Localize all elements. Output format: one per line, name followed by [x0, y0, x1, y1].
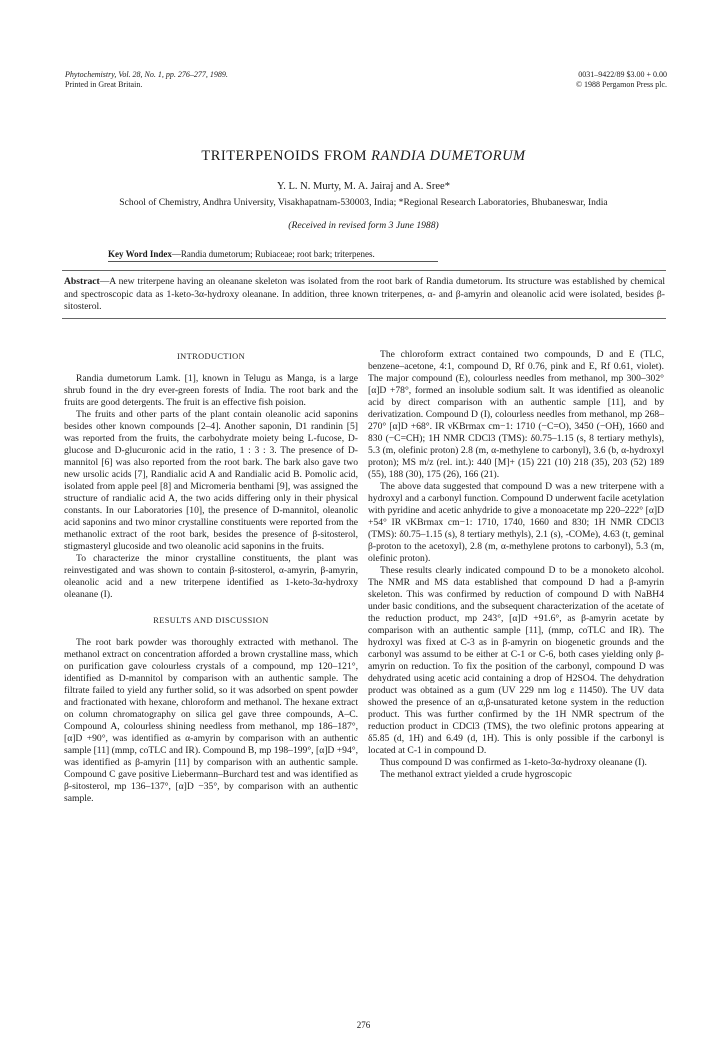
title-prefix: TRITERPENOIDS FROM [201, 148, 372, 164]
abstract-text: —A new triterpene having an oleanane skeleton was isolated from the root bark of Randia dumetorum. Its structure was established by chemical and spectroscopic data as 1-keto-3α-hydroxy oleanane. In addition, three known triterpenes, α- and β-amyrin and oleanolic acid were isolated, besides β-sitosterol. [64, 276, 665, 312]
section-heading-results: RESULTS AND DISCUSSION [153, 616, 269, 625]
right-column [368, 349, 664, 781]
keyword-label: Key Word Index [108, 249, 172, 259]
author-list: Y. L. N. Murty, M. A. Jairaj and A. Sree* [277, 181, 450, 192]
title-species: RANDIA DUMETORUM [371, 148, 526, 164]
printed-in: Printed in Great Britain. [65, 80, 143, 89]
abstract-bottom-rule [62, 318, 666, 319]
issn-price: 0031–9422/89 $3.00 + 0.00 [578, 70, 667, 79]
results-paragraph-1: The root bark powder was thoroughly extracted with methanol. The methanol extract on concentration afforded a brown crystalline mass, which on purification gave colourless crystals of a compound, mp 120–121°, identified as D-mannitol by comparison with an authentic sample. The filtrate failed to yield any further solid, so it was adsorbed on spent powder and fractionated with hexane, chloroform and methanol. The hexane extract on column chromatography on silica gel gave three compounds, A–C. Compound A, colourless shining needless from methanol, mp 186–187°, [α]D +90°, was identified as α-amyrin by comparison with an authentic sample [11] (mmp, coTLC and IR). Compound B, mp 198–199°, [α]D +94°, was identified as β-amyrin [11] by comparison with an authentic sample. Compound C gave positive Liebermann–Burchard test and was identified as β-sitosterol, mp 136–137°, [α]D −35°, by comparison with an authentic sample. [64, 637, 358, 804]
abstract [64, 276, 665, 314]
left-column [64, 349, 358, 805]
intro-paragraph-2: The fruits and other parts of the plant contain oleanolic acid saponins besides other known compounds [2–4]. Another saponin, D1 randinin [5] was reported from the fruits, the carbohydrate moiety being L-fucose, D-glucose and D-glucuronic acid in the ratio, 1 : 3 : 3. The presence of D-mannitol [6] was also reported from the root bark. The bark also gave two new ursolic acids [7], Randialic acid A and Randialic acid B. Pomolic acid, isolated from apple peel [8] and Micromeria benthami [9], was assigned the structure of randialic acid A, the two acids differing only in their physical constants. In our Laboratories [10], the presence of D-mannitol, oleanolic acid saponins and two minor crystalline constituents were reported from the methanolic extract of the root bark, besides the presence of β-sitosterol, stigmasteryl glucoside and two oleanolic acid saponins in the fruits. [64, 409, 358, 552]
abstract-label: Abstract [64, 276, 100, 287]
keyword-text: —Randia dumetorum; Rubiaceae; root bark; triterpenes. [171, 249, 375, 259]
right-paragraph-1: The chloroform extract contained two compounds, D and E (TLC, benzene–acetone, 4:1, compound D, Rf 0.76, pink and E, Rf 0.61, violet). The major compound (E), colourless needles from methanol, mp 300–302° [α]D +78°, formed an insoluble sodium salt. It was identified as oleanolic acid by direct comparison with an authentic sample [11], and by derivatization. Compound D (I), colourless needles from methanol, mp 268–270° [α]D +68°. IR νKBrmax cm−1: 1710 (−C=O), 3450 (−OH), 1660 and 830 (−C=CH); 1H NMR CDCl3 (TMS): δ0.75–1.15 (s, 8 tertiary methyls), 5.3 (m, olefinic proton) 2.8 (m, α-methylene to carbonyl), 3.6 (b, α-hydroxyl proton); MS m/z (rel. int.): 440 [M]+ (15) 221 (10) 218 (35), 203 (52) 189 (55), 188 (30), 175 (26), 166 (21). [368, 349, 664, 480]
abstract-top-rule [62, 270, 666, 271]
copyright: © 1988 Pergamon Press plc. [575, 80, 667, 89]
article-title [0, 148, 727, 165]
keyword-rule [108, 261, 438, 262]
journal-header-left [65, 70, 228, 90]
journal-header-right [576, 70, 667, 90]
intro-paragraph-3: To characterize the minor crystalline constituents, the plant was reinvestigated and was shown to contain β-sitosterol, α-amyrin, β-amyrin, oleanolic acid and a new triterpene identified as 1-keto-3α-hydroxy oleanane (I). [64, 553, 358, 600]
right-paragraph-5: The methanol extract yielded a crude hygroscopic [380, 769, 572, 780]
right-paragraph-3: These results clearly indicated compound D to be a monoketo alcohol. The NMR and MS data established that compound D had a β-amyrin skeleton. This was confirmed by reduction of compound D with NaBH4 under basic conditions, and the subsequent characterization of the acetate of the reduction product, mp 243°, [α]D +91.6°, as β-amyrin acetate by comparison with an authentic sample [11], (mmp, coTLC and IR). The hydroxyl was fixed at C-3 as in β-amyrin on biogenetic grounds and the carbonyl was assumd to be either at C-1 or C-6, both cases yielding only β-amyrin on reduction. To fix the position of the carbonyl, compound D was dehydrated using acetic acid containing a drop of H2SO4. The dehydration product was obtained as a gum (UV 229 nm log ε 11450). The UV data showed the presence of an α,β-unsaturated ketone system in the reduction product. This was further confirmed by the 1H NMR spectrum of the reduction product in CDCl3 (TMS), the two olefinic protons appearing at δ5.85 (d, 1H) and 6.49 (d, 1H). This is only possible if the carbonyl is located at C-1 in compound D. [368, 565, 664, 756]
affiliation: School of Chemistry, Andhra University, Visakhapatnam-530003, India; *Regional Research Laboratories, Bhubaneswar, India [119, 197, 608, 208]
right-paragraph-4: Thus compound D was confirmed as 1-keto-3α-hydroxy oleanane (I). [380, 757, 647, 768]
section-heading-introduction: INTRODUCTION [176, 352, 246, 361]
right-paragraph-2: The above data suggested that compound D was a new triterpene with a hydroxyl and a carbonyl function. Compound D underwent facile acetylation with pyridine and acetic anhydride to give a monoacetate mp 220–222° [α]D +54° IR νKBrmax cm−1: 1710, 1740, 1660 and 830; 1H NMR CDCl3 (TMS): δ0.75–1.15 (s), 8 tertiary methyls), 2.1 (s), -COMe), 4.63 (t, geminal β-proton to the acetoxyl), 2.8 (m, α-methylene protons to carbonyl), 5.3 (m, olefinic proton). [368, 481, 664, 564]
page-number: 276 [356, 1020, 371, 1030]
journal-citation: Phytochemistry, Vol. 28, No. 1, pp. 276–277, 1989. [65, 70, 228, 79]
keyword-index [108, 249, 375, 259]
received-date: (Received in revised form 3 June 1988) [288, 220, 439, 231]
intro-paragraph-1: Randia dumetorum Lamk. [1], known in Telugu as Manga, is a large shrub found in the dry ever-green forests of India. The root bark and the fruits are good detergents. The fruit is an effective fish poision. [64, 373, 358, 408]
